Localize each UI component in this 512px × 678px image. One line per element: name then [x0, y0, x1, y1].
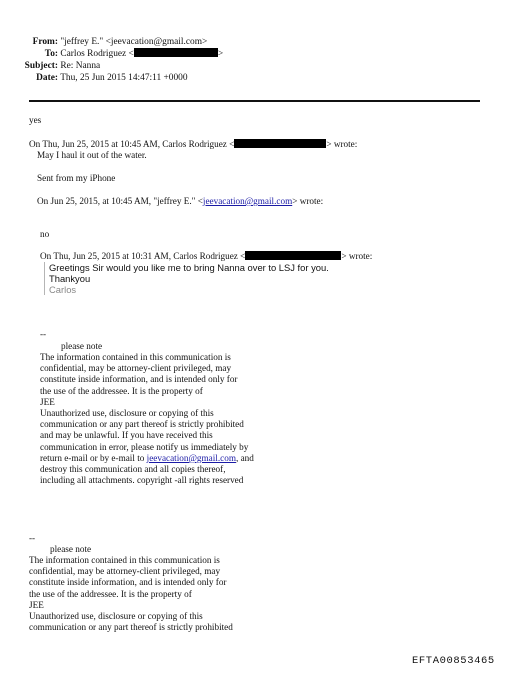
disclaimer1-title: please note — [61, 341, 103, 351]
quote1-text: May I haul it out of the water. — [37, 150, 147, 160]
reply-text: yes — [29, 115, 42, 125]
disclaimer-line: and may be unlawful. If you have received this — [40, 430, 213, 441]
disclaimer-line: JEE — [29, 599, 44, 610]
return-pre: return e-mail or by e-mail to — [40, 452, 147, 463]
disclaimer-line: the use of the addressee. It is the property of — [29, 588, 192, 599]
disclaimer-line: including all attachments. copyright -all rights reserved — [40, 475, 244, 486]
redaction-box — [245, 251, 341, 260]
disclaimer-line: constitute inside information, and is intended only for — [29, 577, 227, 588]
disclaimer2-body — [29, 555, 233, 633]
to-row — [0, 48, 223, 60]
subject-value: Re: Nanna — [60, 61, 101, 71]
disclaimer-line: the use of the addressee. It is the property of — [40, 385, 203, 396]
disclaimer-line: The information contained in this communication is — [29, 555, 220, 565]
disclaimer-line: destroy this communication and all copies thereof, — [40, 464, 226, 475]
quote3-intro — [40, 251, 372, 262]
disclaimer-line: The information contained in this communication is — [40, 352, 231, 362]
disclaimer2-dashes: -- — [29, 533, 36, 543]
quote1-intro — [29, 139, 357, 150]
disclaimer-line: communication in error, please notify us immediately by — [40, 441, 249, 452]
quote3-line1: Greetings Sir would you like me to bring Nanna over to LSJ for you. — [49, 262, 329, 273]
redaction-box — [234, 139, 326, 148]
date-row — [0, 72, 223, 84]
subject-row — [0, 60, 223, 72]
quote3-signature: Carlos — [49, 284, 77, 295]
date-label: Date: — [36, 73, 58, 83]
email-link[interactable]: jeevacation@gmail.com — [146, 452, 236, 463]
quote-bar — [44, 262, 45, 295]
quote1-intro-pre: On Thu, Jun 25, 2015 at 10:45 AM, Carlos Rodriguez < — [29, 139, 235, 149]
to-value: Carlos Rodriguez < — [60, 49, 134, 59]
disclaimer-line: Unauthorized use, disclosure or copying of this — [29, 611, 203, 622]
to-value-end: > — [217, 49, 224, 59]
disclaimer-line-return — [40, 453, 254, 464]
disclaimer-line: communication or any part thereof is strictly prohibited — [29, 622, 233, 633]
disclaimer-line: confidential, may be attorney-client privileged, may — [40, 363, 232, 374]
from-label: From: — [32, 37, 58, 47]
return-post: , and — [235, 452, 254, 463]
quote3-intro-post: > wrote: — [341, 251, 373, 261]
disclaimer-line: Unauthorized use, disclosure or copying of this — [40, 408, 214, 419]
quote2-intro — [37, 196, 323, 207]
bates-number: EFTA00853465 — [412, 655, 495, 667]
email-header — [0, 36, 223, 84]
redaction-box — [134, 48, 218, 57]
quote2-reply: no — [40, 229, 50, 239]
disclaimer-line: communication or any part thereof is strictly prohibited — [40, 419, 244, 430]
quote1-sent: Sent from my iPhone — [37, 173, 116, 183]
quote2-intro-pre: On Jun 25, 2015, at 10:45 AM, "jeffrey E." < — [37, 196, 203, 206]
quote2-intro-post: > wrote: — [292, 196, 324, 206]
quote3-intro-pre: On Thu, Jun 25, 2015 at 10:31 AM, Carlos Rodriguez < — [40, 251, 246, 261]
disclaimer1-dashes: -- — [40, 329, 47, 339]
from-row — [0, 36, 223, 48]
quote3-line2: Thankyou — [49, 273, 91, 284]
date-value: Thu, 25 Jun 2015 14:47:11 +0000 — [60, 73, 188, 83]
subject-label: Subject: — [24, 61, 58, 71]
email-link[interactable]: jeevacation@gmail.com — [202, 196, 293, 206]
disclaimer-line: JEE — [40, 396, 55, 407]
quote1-intro-post: > wrote: — [326, 139, 358, 149]
disclaimer2-title: please note — [50, 544, 92, 554]
header-divider — [29, 100, 480, 102]
from-value: "jeffrey E." <jeevacation@gmail.com> — [60, 37, 208, 47]
disclaimer-line: constitute inside information, and is intended only for — [40, 374, 238, 385]
disclaimer1-body — [40, 352, 254, 486]
to-label: To: — [44, 49, 58, 59]
disclaimer-line: confidential, may be attorney-client privileged, may — [29, 566, 221, 577]
